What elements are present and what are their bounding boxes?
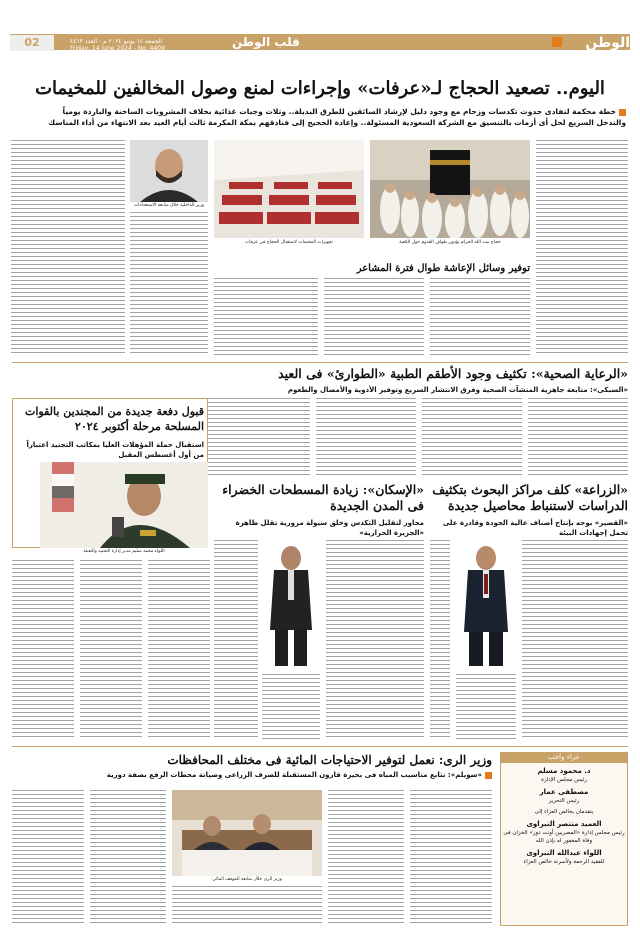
health-text-3 — [316, 398, 416, 476]
irrigation-text-1 — [12, 790, 84, 926]
logo-mark-icon — [552, 37, 562, 47]
lead-photo-kaaba — [370, 140, 530, 238]
condolence-item: يتقدمان بخالص العزاء إلى — [534, 809, 594, 815]
dateline-arabic: الجمعة ١٤ يونيو ٢٠٢٤ م - العدد ٤٤١٣ — [70, 38, 162, 45]
dateline-english: Friday, 14 June 2024 - No. 4409 — [70, 45, 165, 52]
masthead — [0, 0, 640, 62]
irrigation-text-4 — [328, 790, 404, 926]
housing-headline: «الإسكان»: زيادة المسطحات الخضراء فى المدن الجديدة — [222, 482, 424, 513]
irrigation-text-5 — [410, 790, 492, 926]
supply-text-1 — [430, 278, 530, 356]
divider — [12, 362, 628, 363]
health-headline: «الرعاية الصحية»: تكثيف وجود الأطقم الطبية «الطوارئ» فى العيد — [278, 366, 628, 381]
lead-subhead-2: والتدخل السريع لحل أى أزمات بالتنسيق مع الشركة السعودية المسئولة.. وإعادة الحجيج إلى فنادقهم بمكة المكرمة ثالث أيام العيد بعد الانتهاء من أداء المناسك — [48, 118, 626, 127]
irrigation-text-3 — [172, 886, 322, 926]
lead-subhead-1: خطة محكمة لتفادى حدوث تكدسات وزحام مع وجود دليل لإرشاد السائقين للطرق البديلة.. وثلاث وجبات غذائية بخلاف المشروبات الساخنة والباردة يومياً — [14, 106, 626, 117]
condolence-header: عزاء واجب — [500, 752, 628, 763]
military-text-2 — [80, 560, 142, 740]
supply-text-3 — [214, 278, 318, 356]
irrigation-headline: وزير الرى: نعمل لتوفير الاحتياجات المائية فى مختلف المحافظات — [167, 753, 492, 767]
irrigation-subhead: «سويلم»: نتابع مناسيب المياه فى بحيرة قارون المستقبلة للصرف الزراعى وصيانة محطات الرفع بصفة دورية — [12, 770, 492, 780]
lead-photo-camps — [214, 140, 364, 238]
lead-text-column-1 — [536, 140, 628, 356]
health-text-2 — [422, 398, 522, 476]
health-subhead: «السبكى»: متابعة جاهزية المنشآت الصحية وفرق الانتشار السريع وتوفير الأدوية والأمصال والطعوم — [287, 386, 628, 394]
condolence-item: اللواء عبدالله النبراوى للفقيد الرحمة ولأسرته خالص العزاء — [523, 849, 605, 865]
bullet-icon — [619, 109, 626, 116]
military-headline: قبول دفعة جديدة من المجندين بالقوات المسلحة مرحلة أكتوبر ٢٠٢٤ — [24, 405, 204, 433]
military-text-3 — [148, 560, 210, 740]
author-photo — [130, 140, 208, 202]
condolence-item: د. محمود مسلم رئيس مجلس الإدارة — [537, 767, 591, 783]
housing-photo — [262, 540, 320, 670]
lead-text-column-mid — [130, 212, 208, 356]
lead-photo-camps-caption: تجهيزات المخيمات لاستقبال الحجاج فى عرفات — [245, 240, 333, 245]
supply-text-2 — [324, 278, 424, 356]
agriculture-photo — [456, 540, 516, 670]
irrigation-photo — [172, 790, 322, 876]
divider-bottom — [12, 746, 628, 747]
dateline — [70, 38, 180, 52]
agriculture-headline: «الزراعة» كلف مراكز البحوث بتكثيف الدراسات لاستنباط محاصيل جديدة — [432, 482, 628, 513]
housing-text-1 — [326, 540, 424, 740]
health-text-1 — [528, 398, 628, 476]
housing-text-3 — [262, 674, 320, 740]
military-photo — [40, 462, 208, 548]
agriculture-text-1 — [522, 540, 628, 740]
irrigation-caption: وزير الرى خلال متابعة الموقف المائى — [212, 877, 282, 882]
agriculture-text-2 — [430, 540, 450, 740]
lead-photo-kaaba-caption: حجاج بيت الله الحرام يؤدون طواف القدوم حول الكعبة — [399, 240, 501, 245]
military-caption: اللواء محمد سليم مدير إدارة التجنيد والتعبئة — [83, 549, 165, 554]
lead-text-column-left — [11, 140, 125, 356]
housing-text-2 — [214, 540, 258, 740]
military-text-1 — [12, 560, 74, 740]
health-text-4 — [208, 398, 310, 476]
author-caption: وزير الداخلية خلال متابعة الاستعدادات — [133, 203, 204, 208]
condolence-list — [502, 766, 626, 866]
supply-headline: توفير وسائل الإعاشة طوال فترة المشاعر — [356, 263, 530, 274]
lead-subheads — [14, 106, 626, 128]
condolence-item: مصطفى عمار رئيس التحرير — [539, 788, 589, 804]
newspaper-logo: الوطن — [585, 35, 630, 51]
page-number: 02 — [10, 35, 54, 51]
housing-subhead: محاور لتقليل التكدس وخلق سيولة مرورية تقلل ظاهرة «الجزيرة الحرارية» — [235, 519, 424, 537]
military-subhead: استقبال حملة المؤهلات العليا بمكاتب التجنيد اعتباراً من أول أغسطس المقبل — [26, 441, 204, 459]
lead-headline: اليوم.. تصعيد الحجاج لـ«عرفات» وإجراءات لمنع وصول المخالفين للمخيمات — [35, 78, 605, 99]
agriculture-subhead: «القصير» يوجه بإنتاج أصناف عالية الجودة وقادرة على تحمل إجهادات البيئة — [442, 519, 628, 537]
condolence-item: العميد منتصر النبراوى رئيس مجلس إدارة «المصريين أونت دور» الخزان فى وفاة المغفور له بإذن الله — [503, 820, 625, 844]
section-name: قلب الوطن — [232, 35, 300, 49]
bullet-icon — [485, 772, 492, 779]
agriculture-text-3 — [456, 674, 516, 740]
irrigation-text-2 — [90, 790, 166, 926]
